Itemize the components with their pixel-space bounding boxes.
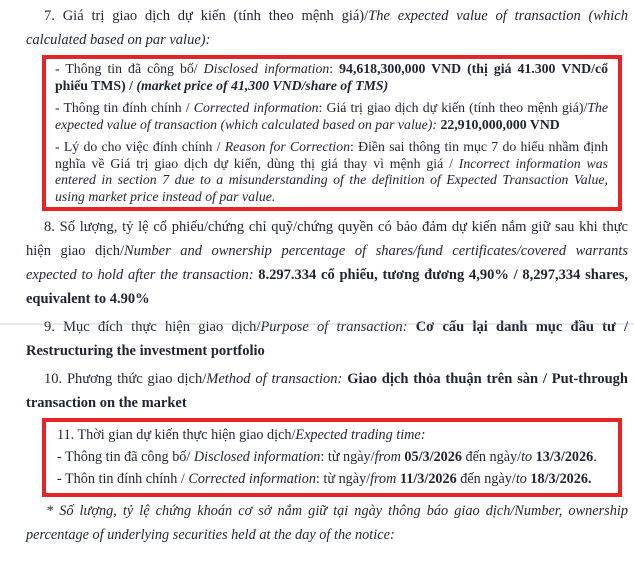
item-8-ownership-paragraph: 8. Số lượng, tỷ lệ cổ phiếu/chứng chỉ quỹ/chứng quyền có bảo đảm dự kiến nắm giữ sau khi thực hiện giao dịch/Number and ownership percentage of shares/fund certificates/covered warrants expected to hold after the transaction: 8.297.334 cổ phiếu, tương đương 4,90% / 8,297,334 shares, equivalent to 4.90% (26, 219, 629, 307)
reason-for-correction-line: - Lý do cho việc đính chính / Reason for Correction: Điền sai thông tin mục 7 do hiểu nhầm định nghĩa về Giá trị giao dịch dự kiến, dùng thị giá thay vì mệnh giá / Incorrect information was entered in section 7 due to a misunderstanding of the definition of Expected Transaction Value, using market price instead of par value. (55, 139, 608, 204)
trading-time-correction-highlight-box (42, 418, 622, 497)
item-9-purpose-paragraph: 9. Mục đích thực hiện giao dịch/Purpose of transaction: Cơ cấu lại danh mục đầu tư / Restructuring the investment portfolio (26, 319, 628, 359)
value-correction-highlight-box (42, 55, 622, 211)
corrected-information-value-line: - Thông tin đính chính / Corrected information: Giá trị giao dịch dự kiến (tính theo mệnh giá)/The expected value of transaction (which calculated based on par value): 22,910,000,000 VND (55, 100, 608, 132)
underlying-securities-footnote: * Số lượng, tỷ lệ chứng khoán cơ sở nắm giữ tại ngày thông báo giao dịch/Number, ownership percentage of underlying securities held at the day of the notice: (26, 503, 628, 543)
item-11-trading-time-heading: 11. Thời gian dự kiến thực hiện giao dịch/Expected trading time: (57, 427, 426, 443)
item-7-expected-value-paragraph: 7. Giá trị giao dịch dự kiến (tính theo mệnh giá)/The expected value of transaction (which calculated based on par value): (26, 8, 628, 48)
disclosed-information-value-line: - Thông tin đã công bố/ Disclosed information: 94,618,300,000 VND (thị giá 41.300 VND/cổ phiếu TMS) / (market price of 41,300 VND/share of TMS) (55, 61, 608, 93)
disclosed-trading-time-line: - Thông tin đã công bố/ Disclosed information: từ ngày/from 05/3/2026 đến ngày/to 13/3/2026. (57, 449, 597, 465)
item-10-method-paragraph: 10. Phương thức giao dịch/Method of transaction: Giao dịch thỏa thuận trên sàn / Put-through transaction on the market (26, 371, 628, 411)
corrected-trading-time-line: - Thôn tin đính chính / Corrected information: từ ngày/from 11/3/2026 đến ngày/to 18/3/2026. (57, 471, 592, 487)
